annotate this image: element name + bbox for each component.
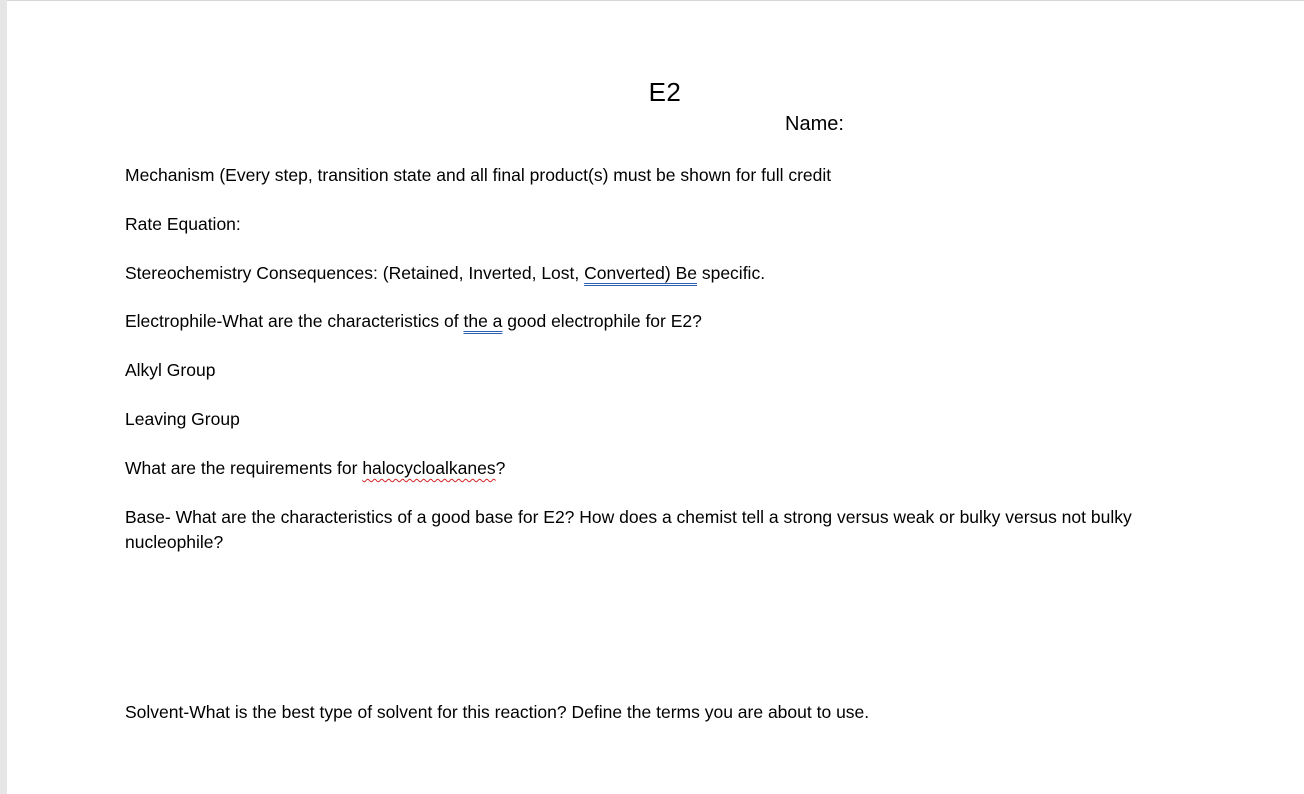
grammar-flag[interactable]: Converted) Be [584,263,697,283]
requirements-text-end: ? [495,458,506,478]
electrophile-question [125,309,702,334]
electrophile-text-end: good electrophile for E2? [502,311,702,331]
base-question: Base- What are the characteristics of a good base for E2? How does a chemist tell a strong versus weak or bulky versus not bulky nucleophile? [125,507,1132,552]
stereochemistry-text-end: specific. [696,263,766,283]
requirements-question [125,456,505,481]
name-label: Name: [785,113,844,135]
rate-equation-question: Rate Equation: [125,214,241,234]
electrophile-text: Electrophile-What are the characteristics of [125,311,464,331]
alkyl-group-heading: Alkyl Group [125,360,216,380]
requirements-text: What are the requirements for [125,458,363,478]
spelling-flag[interactable]: halocycloalkanes [362,458,496,478]
grammar-flag[interactable]: the a [463,311,503,331]
document-title: E2 [648,77,682,107]
stereochemistry-text: Stereochemistry Consequences: (Retained, Inverted, Lost, [125,263,585,283]
stereochemistry-question [125,261,765,286]
solvent-question: Solvent-What is the best type of solvent for this reaction? Define the terms you are about to use. [125,702,870,722]
document-page [7,0,1304,794]
mechanism-question: Mechanism (Every step, transition state and all final product(s) must be shown for full credit [125,165,832,185]
leaving-group-heading: Leaving Group [125,409,240,429]
